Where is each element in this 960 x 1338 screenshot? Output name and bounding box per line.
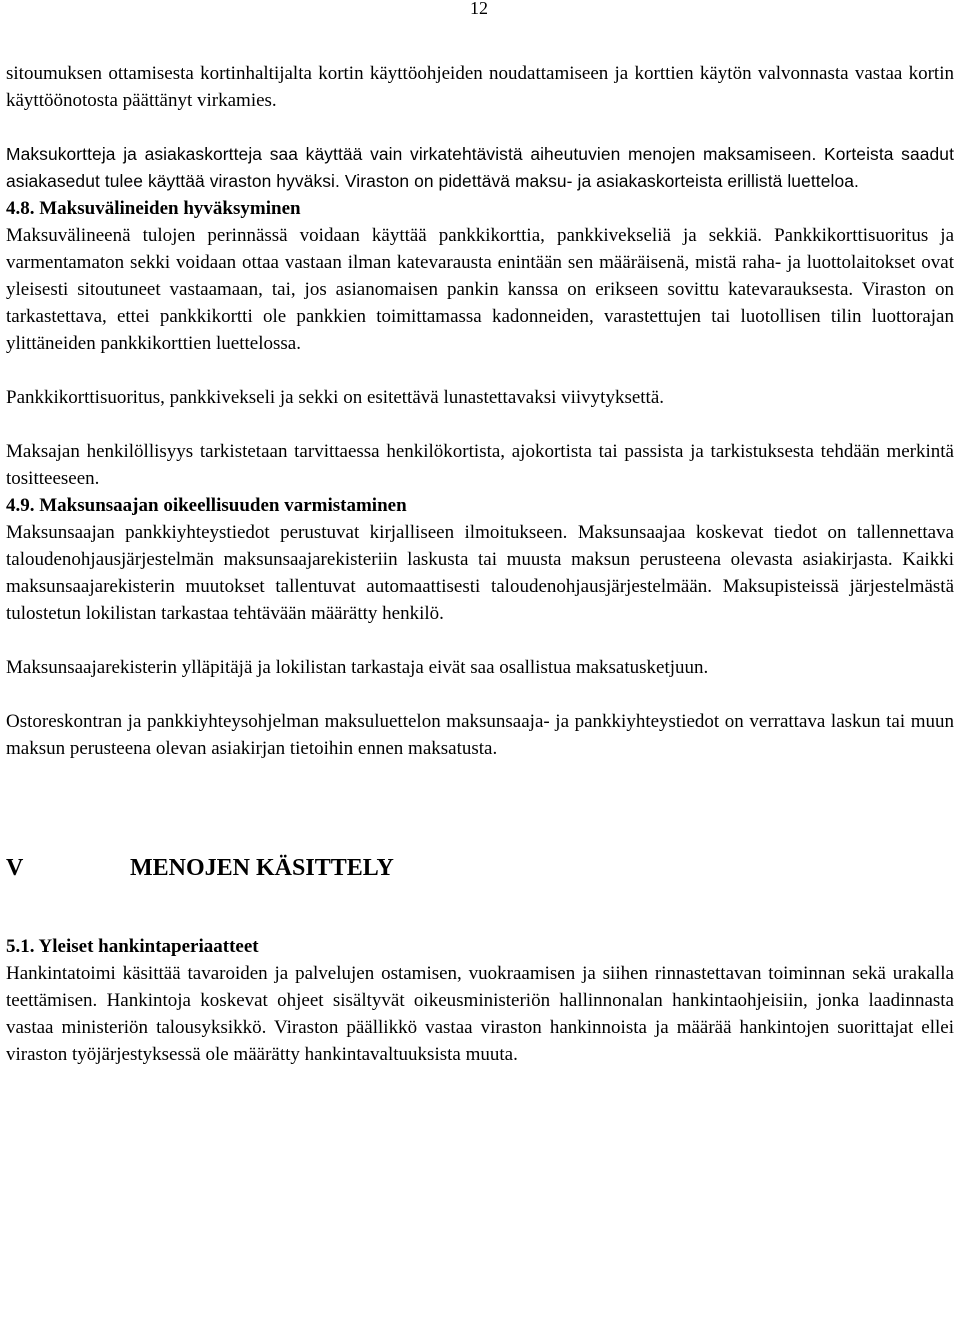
paragraph-card-commitment: sitoumuksen ottamisesta kortinhaltijalta kortin käyttöohjeiden noudattamiseen ja korttien käytön valvonnasta vastaa kortin käyttöönotosta päättänyt virkamies.: [6, 63, 954, 111]
chapter-title: MENOJEN KÄSITTELY: [130, 855, 394, 881]
paragraph-payment-instruments: Maksuvälineenä tulojen perinnässä voidaan käyttää pankkikorttia, pankkivekseliä ja sekkiä. Pankkikorttisuoritus ja varmentamaton sekki voidaan ottaa vastaan ilman katevarausta enintään sen määräisenä, mistä raha- ja luottolaitokset ovat yleisesti sitoutuneet vastaamaan, tai, jos asianomaisen pankin kanssa on erikseen sovittu katevarauksesta. Viraston on tarkastettava, ettei pankkikortti ole pankkien toimittamassa kadonneiden, varastettujen tai luotollisen tilin luottorajan ylittäneiden pankkikorttien luettelossa.: [6, 225, 954, 354]
paragraph-identity-check: Maksajan henkilöllisyys tarkistetaan tarvittaessa henkilökortista, ajokortista tai passista ja tarkistuksesta tehdään merkintä tositteeseen.: [6, 441, 954, 489]
chapter-heading: [6, 851, 954, 885]
paragraph-reconciliation: Ostoreskontran ja pankkiyhteysohjelman maksuluettelon maksunsaaja- ja pankkiyhteystiedot on verrattava laskun tai muun maksun perusteena olevan asiakirjan tietoihin ennen maksatusta.: [6, 711, 954, 759]
section-heading-5-1: 5.1. Yleiset hankintaperiaatteet: [6, 936, 259, 957]
paragraph-register-maintainer: Maksunsaajarekisterin ylläpitäjä ja lokilistan tarkastaja eivät saa osallistua maksatusketjuun.: [6, 657, 709, 678]
section-heading-4-9: 4.9. Maksunsaajan oikeellisuuden varmistaminen: [6, 495, 407, 516]
section-heading-4-8: 4.8. Maksuvälineiden hyväksyminen: [6, 198, 301, 219]
document-body: [6, 60, 954, 1068]
paragraph-payee-details: Maksunsaajan pankkiyhteystiedot perustuvat kirjalliseen ilmoitukseen. Maksunsaajaa koskevat tiedot on tallennettava taloudenohjausjärjestelmän maksunsaajarekisteriin laskusta tai muusta maksun perusteena olevasta asiakirjasta. Kaikki maksunsaajarekisterin muutokset tallentuvat automaattisesti taloudenohjausjärjestelmään. Maksupisteissä järjestelmästä tulostetun lokilistan tarkastaa tehtävään määrätty henkilö.: [6, 522, 954, 624]
page-number: 12: [470, 0, 488, 18]
paragraph-procurement: Hankintatoimi käsittää tavaroiden ja palvelujen ostamisen, vuokraamisen ja siihen rinnastettavan toiminnan sekä urakalla teettämisen. Hankintoja koskevat ohjeet sisältyvät oikeusministeriön hallinnonalan hankintaohjeisiin, jonka laadinnasta vastaa ministeriön talousyksikkö. Viraston päällikkö vastaa viraston hankinnoista ja määrää hankintojen suorittajat ellei viraston työjärjestyksessä ole määrätty hankintavaltuuksista muuta.: [6, 963, 954, 1065]
chapter-number: V: [6, 855, 24, 881]
paragraph-payment-cards: Maksukortteja ja asiakaskortteja saa käyttää vain virkatehtävistä aiheutuvien menojen maksamiseen. Korteista saadut asiakasedut tulee käyttää viraston hyväksi. Viraston on pidettävä maksu- ja asiakaskorteista erillistä luetteloa.: [6, 144, 954, 191]
paragraph-redemption: Pankkikorttisuoritus, pankkivekseli ja sekki on esitettävä lunastettavaksi viivytyksettä.: [6, 387, 665, 408]
